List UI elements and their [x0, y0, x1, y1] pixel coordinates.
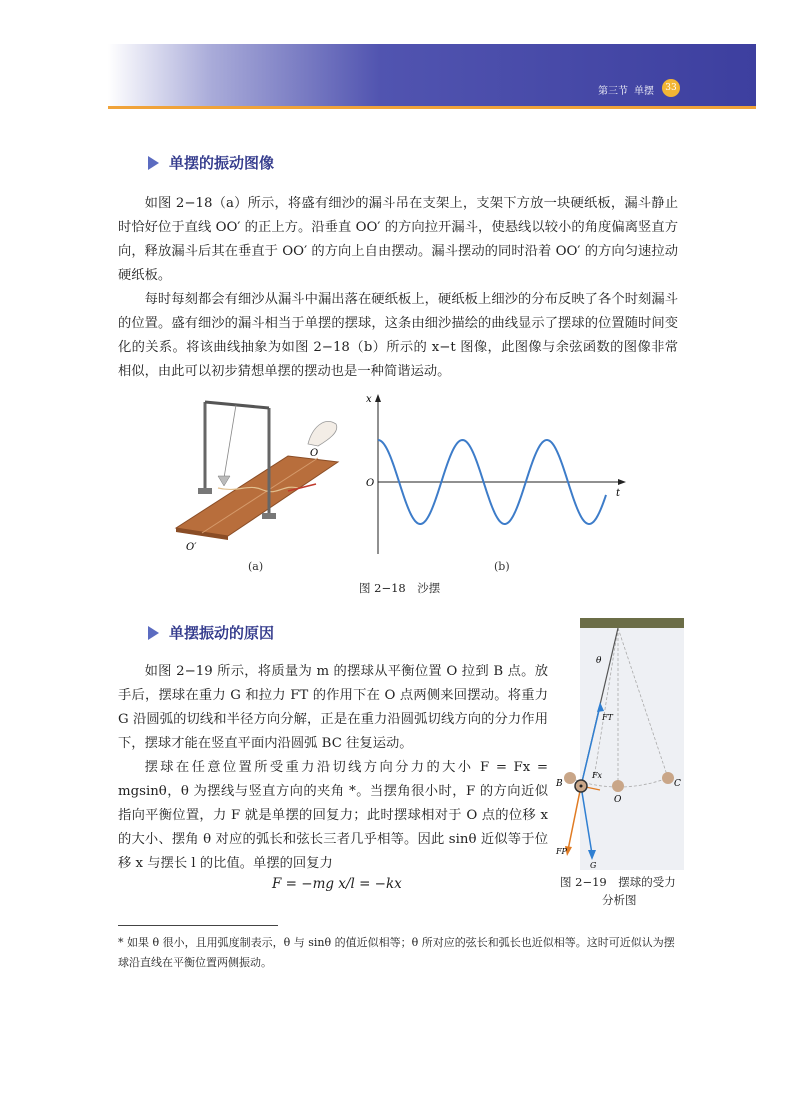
label-o-prime: O′: [186, 542, 197, 553]
g-label: G: [590, 861, 597, 870]
paragraph: 摆球在任意位置所受重力沿切线方向分力的大小 F = Fx = mgsinθ，θ 为摆线与竖直方向的夹角 *。当摆角很小时，F 的方向近似指向平衡位置，力 F 就是单摆的回复力；此时摆球相对于 O 点的位移 x 的大小、摆角 θ 对应的弧长和弦长三者几乎相等。因此 sinθ 近似等于位移 x 与摆长 l 的比值。单摆的回复力: [118, 760, 548, 871]
section-heading-text: 单摆的振动图像: [169, 154, 275, 172]
footnote-divider: [118, 925, 278, 926]
restoring-force-formula: F = −mg x/l = −kx: [272, 876, 402, 892]
triangle-bullet-icon: [148, 156, 159, 170]
chapter-header-band: [108, 44, 756, 106]
paragraph: 如图 2−19 所示，将质量为 m 的摆球从平衡位置 O 拉到 B 点。放手后，摆球在重力 G 和拉力 FT 的作用下在 O 点两侧来回摆动。将重力 G 沿圆弧的切线和半径方向分解，正是在重力沿圆弧切线方向的分力作用下，摆球才能在竖直平面内沿圆弧 BC 往复运动。: [118, 664, 548, 751]
fp-label: FP: [556, 847, 567, 856]
section-heading-cause: [148, 622, 274, 643]
figure-caption-2-19-line1: 图 2−19 摆球的受力: [560, 875, 676, 889]
point-c-label: C: [674, 779, 681, 789]
triangle-bullet-icon: [148, 626, 159, 640]
x-axis-arrow: [618, 479, 626, 485]
theta-label: θ: [596, 656, 602, 666]
subfigure-caption-a: (a): [248, 560, 264, 573]
point-o-label: O: [614, 795, 622, 805]
paragraph: 如图 2−18（a）所示，将盛有细沙的漏斗吊在支架上，支架下方放一块硬纸板，漏斗静止时恰好位于直线 OO′ 的正上方。沿垂直 OO′ 的方向拉开漏斗，使悬线以较小的角度偏离竖直方向，释放漏斗后其在垂直于 OO′ 的方向上自由摆动。漏斗摆动的同时沿着 OO′ 的方向匀速拉动硬纸板。: [118, 196, 678, 283]
figure-caption-2-18: 图 2−18 沙摆: [359, 581, 441, 595]
subfigure-caption-b: (b): [494, 560, 510, 573]
figure-caption-2-19-line2: 分析图: [602, 893, 637, 907]
footnote: * 如果 θ 很小，且用弧度制表示，θ 与 sinθ 的值近似相等；θ 所对应的弦长和弧长也近似相等。这时可近似认为摆球沿直线在平衡位置两侧振动。: [118, 936, 675, 969]
y-axis-label: x: [366, 394, 372, 405]
figure-2-19-force-diagram: [556, 618, 686, 870]
page-number-badge: 33: [662, 79, 680, 97]
section-heading-text: 单摆振动的原因: [169, 624, 275, 642]
header-section-label: 第三节: [598, 86, 628, 97]
figure-2-18a-illustration: [168, 388, 348, 558]
x-axis-label: t: [616, 488, 621, 499]
ft-label: FT: [602, 713, 613, 722]
fx-label: Fx: [592, 771, 603, 780]
header-topic-label: 单摆: [634, 86, 654, 97]
header-accent-stripe: [108, 106, 756, 109]
paragraph: 每时每刻都会有细沙从漏斗中漏出落在硬纸板上，硬纸板上细沙的分布反映了各个时刻漏斗的位置。盛有细沙的漏斗相当于单摆的摆球，这条由细沙描绘的曲线显示了摆球的位置随时间变化的关系。将该曲线抽象为如图 2−18（b）所示的 x−t 图像，此图像与余弦函数的图像非常相似，由此可以初步猜想单摆的摆动也是一种简谐运动。: [118, 292, 678, 379]
section-heading-vibration-graph: [148, 152, 274, 173]
point-b-label: B: [556, 779, 563, 789]
figure-2-18b-xt-graph: [362, 392, 632, 557]
origin-label: O: [366, 478, 375, 489]
label-o: O: [310, 448, 319, 459]
y-axis-arrow: [375, 394, 381, 402]
